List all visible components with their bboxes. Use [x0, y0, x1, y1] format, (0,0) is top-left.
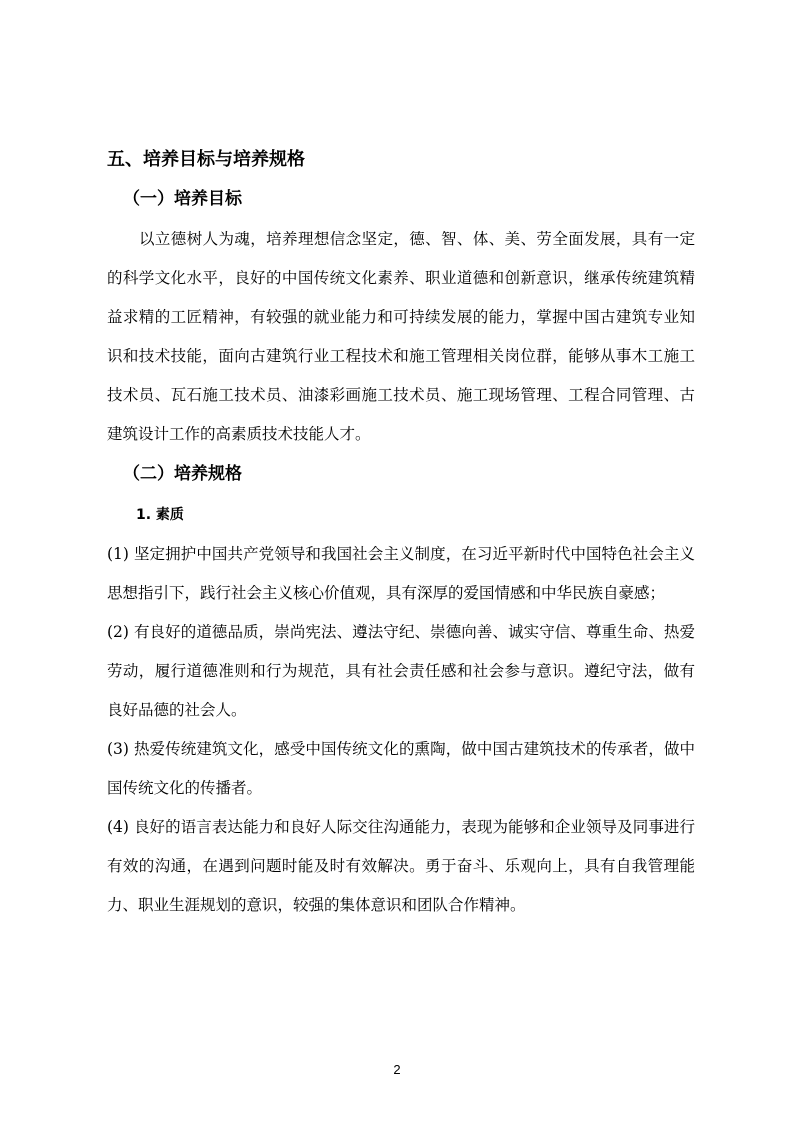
quality-item-3: (3) 热爱传统建筑文化，感受中国传统文化的熏陶，做中国古建筑技术的传承者，做中国传统文化的传播者。 — [107, 740, 695, 797]
quality-item-2: (2) 有良好的道德品质，崇尚宪法、遵法守纪、崇德向善、诚实守信、尊重生命、热爱劳动，履行道德准则和行为规范，具有社会责任感和社会参与意识。遵纪守法，做有良好品德的社会人。 — [107, 623, 695, 719]
subsection-heading-goals: （一）培养目标 — [123, 189, 242, 209]
quality-item-4: (4) 良好的语言表达能力和良好人际交往沟通能力，表现为能够和企业领导及同事进行有效的沟通，在遇到问题时能及时有效解决。勇于奋斗、乐观向上，具有自我管理能力、职业生涯规划的意识，较强的集体意识和团队合作精神。 — [107, 818, 695, 914]
quality-item-1: (1) 坚定拥护中国共产党领导和我国社会主义制度，在习近平新时代中国特色社会主义思想指引下，践行社会主义核心价值观，具有深厚的爱国情感和中华民族自豪感； — [107, 545, 695, 602]
goals-paragraph: 以立德树人为魂，培养理想信念坚定，德、智、体、美、劳全面发展，具有一定的科学文化水平，良好的中国传统文化素养、职业道德和创新意识，继承传统建筑精益求精的工匠精神，有较强的就业能力和可持续发展的能力，掌握中国古建筑专业知识和技术技能，面向古建筑行业工程技术和施工管理相关岗位群，能够从事木工施工技术员、瓦石施工技术员、油漆彩画施工技术员、施工现场管理、工程合同管理、古建筑设计工作的高素质技术技能人才。 — [107, 230, 695, 443]
subsection-heading-specs: （二）培养规格 — [123, 464, 242, 484]
page-number: 2 — [393, 1062, 401, 1077]
quality-heading: 1. 素质 — [136, 507, 184, 523]
section-heading: 五、培养目标与培养规格 — [107, 149, 305, 170]
